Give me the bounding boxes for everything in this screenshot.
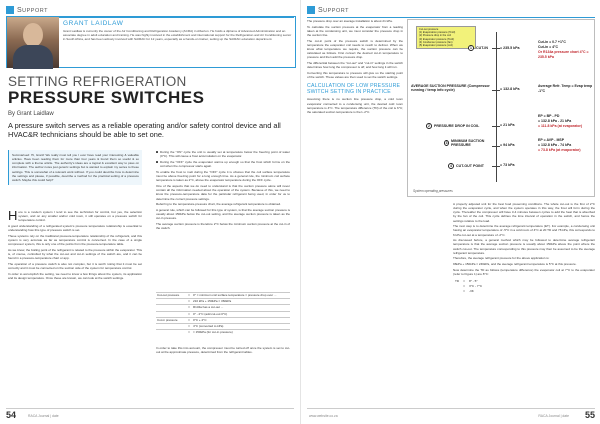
author-bio: Grant Laidlaw is currently the owner of the Air Conditioning and Refrigeration Academy (ACRA) in Alberton. He holds a diploma of Advanced Administration and an associate degree in adult education and training. He was highly involved in the establishment and international support for the Refrigeration and Air Conditioning sector in South Africa, and has been actively involved with SAIRAC for 12 years, especially as a hands-on trainer, setting up the SAIRAC education department. (63, 29, 292, 42)
right-column-1 (307, 19, 403, 114)
average-suction-point: AVERAGE SUCTION PRESSURE (Compressor running / temp info cycle) (411, 84, 490, 92)
side-label: EP = AVP - MSP (538, 138, 565, 142)
paragraph: A properly adjusted unit for the best food preserving conditions. The whole cut-out is the first of 2°C during the evaporator cycle, and when the system operates in this way, the frost will form during the cycle. Thereafter the compressor will have 3-4 minutes between cycles to add the heat that is absorbed by the fan of the coil. This cycle defines the time interval of operation in the switch, and hence the settings relative to the load. (453, 202, 595, 223)
paragraph: Referring to the temperature-pressure chart, the average refrigerant temperature is obtained. (156, 202, 281, 207)
table-row: = 210 kPa + 150kPa = 360kPa (156, 299, 290, 305)
author-box (6, 16, 296, 68)
left-column-1-body (8, 210, 142, 280)
page-footer (301, 408, 600, 424)
left-column-2-end (156, 346, 290, 354)
paragraph: As discussed before, a general method which may be followed to determine average refrigerant temperature is that the average suction pressure is usually about 150kPa above the point where the switch cut-out. The temperature corresponding to this pressure may then be assumed to be the average refrigerant temperature. (453, 238, 595, 255)
paragraph: One of the aspects that we do need to understand is that the suction pressure alone will never contain all the information needed about the operation of the system. Because of this, we need to know the pressure-temperature data for the particular refrigerant being used, in order for us to determine the correct pressure settings. (156, 184, 290, 201)
side-label: = 132.8 kPa - 21 kPa (538, 119, 572, 123)
table-row: = 3°C - 7°C (463, 284, 483, 288)
paragraph: Now determine the TD as follows (temperature difference) the evaporator coil at 7°C to the evaporator (refer to Figure 1) are 8°C: (453, 267, 595, 276)
paragraph: The next step is to determine the average refrigerant temperature (ET). For example, a condensing unit having an evaporator temperature of -5°C in a cold room of 4°C at 20 TD and 78 kPa, this corresponds to 6 kPa cut-out at a temperature of -2°C. (453, 224, 595, 237)
right-page (300, 0, 600, 424)
section-header: SUPPORT (6, 6, 48, 14)
paragraph: A general rule, which can be followed for this type of system, is that the average suction pressure is usually about 150kPa below the cut-out setting, and the average suction pressure is taken as the cut-in pressure. (156, 207, 290, 221)
paragraph: The operation of a pressure switch is also not complex, but it is worth noting that it must be set correctly and it must be connected on the suction side of the system for temperature control. (8, 261, 142, 270)
section-square-icon (6, 6, 14, 14)
diagram-legend: Cut-out pressure (1) Evaporation pressure (Tcoil) (2) Pressure drop in the coil (3) Evaporator pressure (Tcoil) (4) Condenser pressure (fan) (5) Evaporator pressure (coil) (416, 26, 476, 49)
paragraph: To calculate the suction pressure at the evaporator from a reading taken at the condensing unit, we must consider the pressure drop in the suction line. (307, 24, 403, 37)
diagram-caption: System operating pressures (413, 189, 453, 193)
paragraph: To enable the frost to melt during the "OFF" cycle it is obvious that the coil surface temperature must be above freezing point for a long enough time. As a general rule, the minimum coil surface temperature is taken as 2°C, above the evaporator temperature during the OFF cycle. (156, 170, 290, 183)
author-photo (7, 17, 59, 68)
table-row: Cut-in pressure = 0°C + 2°C (156, 317, 290, 323)
dropcap: H (8, 208, 18, 223)
td-calculation (453, 279, 595, 294)
paragraph: These systems rely on the traditional pressure-temperature relationship of the refrigerant, and this system is very accurate as far as temperature control is concerned. In the case of a single compressor system, this is only one of the points from the pressure-temperature table. (8, 233, 142, 247)
list-item: During the "OFF" cycle the evaporator warms up enough so that the frost which forms on the coil when the compressor starts again. (156, 160, 290, 168)
side-label: Or R134a pressure chart 4°C = 235.5 kPa (538, 50, 589, 59)
paragraph: Converting this temperature to pressure will give us the starting point of the switch. These values are then used to set the switch settings. (307, 70, 403, 79)
table-row: Cut-out pressure = 0° = minimum coil surface temperature = pressure drop over ... (156, 293, 290, 299)
side-label: = 111.8 kPa (at evaporator) (538, 124, 583, 128)
article-title-line2: PRESSURE SWITCHES (8, 88, 205, 107)
table-row: = -3K (463, 289, 474, 293)
paragraph: The average suction pressure is therefore 2°C below the minimum suction pressure at the cut-in of the switch. (156, 221, 290, 230)
table-row: = 0° - 2°C (add cut-out 0°C) (156, 311, 290, 317)
paragraph: In order to accomplish the setting, we need to know a few things about the system, its application and its design temperature. Once these are known, we can look at the switch settings. (8, 271, 142, 280)
author-name: GRANT LAIDLAW (63, 20, 124, 27)
table-row: = 4°C (converted to kPa) (156, 324, 290, 330)
footer-meta: RACA Journal | date (28, 414, 59, 418)
side-label: Cut-in = 0.7 +1°C (538, 40, 566, 44)
right-column-2 (453, 202, 595, 294)
bullet-list (156, 150, 290, 168)
formula-table (156, 292, 290, 335)
page-footer (0, 408, 300, 424)
intro-paragraph: Here is a modern system I tend to see the technician for control, but yes, the selection system, and on any smaller and/or cold room, it still operates on a pressure switch for temperature control. (8, 208, 142, 223)
section-header: SUPPORT (307, 6, 349, 14)
pressure-drop-point: 2 PRESSURE DROP IN COIL (426, 123, 479, 129)
footer-website: www.website.co.za (309, 414, 338, 418)
page-number: 54 (6, 410, 17, 420)
cut-in-point: 1 CUT-IN (468, 45, 488, 51)
left-column-2 (156, 150, 290, 230)
side-label: = 132.8 kPa - 74 kPa (538, 143, 572, 147)
cut-out-value: = 73 kPa (500, 163, 515, 167)
paragraph: The cut-in point of the pressure switch is determined by the temperature the evaporator coil needs to reach to defrost. When we know what temperature we require, the suction pressure can be calculated as follows. First convert the desired cut-in temperature to pressure and then add the pressure drop. (307, 38, 403, 60)
section-square-icon (307, 6, 315, 14)
side-label: Cut-in = 4°C (538, 45, 558, 49)
footer-meta: RACA Journal | date (538, 414, 569, 418)
side-label: EP = BP - PD (538, 114, 560, 118)
standfirst: A pressure switch serves as a reliable operating and/or safety control device and all HVAC&R technicians should be able to set one. (8, 121, 281, 140)
cut-in-value: = 235.5 kPa (500, 46, 520, 50)
minimum-suction-point: 3 MINIMUM SUCTION PRESSURE (445, 139, 485, 147)
average-suction-value: = 132.8 kPa (500, 87, 520, 91)
byline: By Grant Laidlaw (8, 111, 54, 117)
paragraph: As we know, the boiling point of the refrigerant is related to the pressure within the evaporator. This is, of course, controlled by what the cut-out and cut-in settings of the switch are, and it can be found in a pressure-temperature chart or app. (8, 247, 142, 261)
pressure-switch-diagram (407, 19, 595, 197)
paragraph: In order to take this into account, the compressor must be turned off once the system is set to cut-out at the approximate pressure, determined from the refrigerant tables. (156, 346, 290, 355)
minimum-suction-value: = 94 kPa (500, 143, 515, 147)
pressure-axis (496, 32, 497, 182)
reader-question: Summarised: Hi, Grant! We really must tell you I ever have read your interesting & valuable articles. Have been reading them for more than four years & found them so useful & so complete with a theme article. The authority's ideas are a logical & excellent way to pass on information. The author notes just generic settings but is wanted to explain my series to these settings. This is somewhat of a relevant work without. If you could describe how to determine the settings and please, if possible, describe a method for the practical setting of a pressure switch. Maybe this could help? (8, 150, 142, 185)
paragraph: Therefore, the average refrigerant pressure for the above application is: (453, 256, 550, 261)
side-label: Average Refr. Temp = Evap temp -1°C (538, 84, 593, 93)
list-item: During the "ON" cycle the unit is usually set at temperature below the freezing point of water (0°C). This will cause a frost accumulation on the evaporator. (156, 150, 290, 158)
sub-heading: CALCULATION OF LOW PRESSURE SWITCH SETTING IN PRACTICE (307, 83, 401, 96)
paragraph: 96kPa + 150kPa = 246kPa, and the average refrigerant temperature is 5°C at this pressure. (453, 262, 577, 267)
paragraph: A good understanding of a refrigerated system's pressure temperature relationship is essential to understanding how this type of pressure switch is set. (8, 223, 142, 233)
page-number: 55 (584, 410, 595, 420)
article-title-line1: SETTING REFRIGERATION (8, 74, 187, 89)
side-label: = 73.8 kPa (at evaporator) (538, 148, 581, 152)
paragraph: The pressure drop over an average installation is about 21 kPa. (307, 19, 393, 23)
table-row: = = 150kPa (for cut-in pressure) (156, 330, 290, 336)
table-row: = R134a has a cut-out ... (156, 305, 290, 311)
paragraph: The differential between the "cut-out" and "cut-in" settings in the switch determines how long the compressor is off, and how long it will run. (307, 60, 403, 70)
paragraph: Assuming there is no suction line pressure drop, a cold room evaporator connected to a condensing unit, the desired cold room temperature is 4°C. The temperature difference (TD) of the coil is 6°C; the saturated suction temperature is then -2°C. (307, 97, 403, 114)
table-row: TD = 8° - 5° (455, 279, 478, 283)
pressure-drop-value: = 21 kPa (500, 123, 515, 127)
left-column-1 (8, 150, 142, 185)
cut-out-point: 4 CUT-OUT POINT (448, 163, 484, 169)
